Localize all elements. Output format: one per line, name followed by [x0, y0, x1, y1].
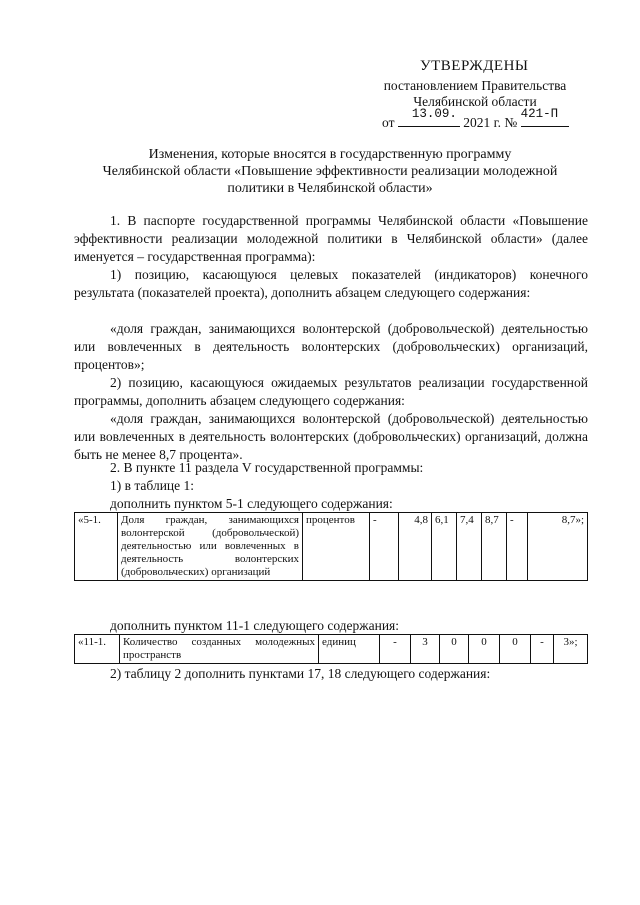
- value-cell: 0: [500, 635, 531, 664]
- value-cell: 7,4: [457, 513, 482, 581]
- approved-by-line: постановлением Правительства: [383, 78, 567, 93]
- title-line: Изменения, которые вносятся в государственную программу: [148, 147, 512, 162]
- paragraph-quote-2: «доля граждан, занимающихся волонтерской (добровольческой) деятельностью или вовлеченных в деятельность волонтерских (добровольческих) организаций, должна быть не менее 8,7 процента».: [74, 411, 588, 462]
- paragraph-quote-1: «доля граждан, занимающихся волонтерской (добровольческой) деятельностью или вовлеченных в деятельность волонтерских (добровольческих) организаций, процентов»;: [74, 321, 588, 372]
- title-line: Челябинской области «Повышение эффективности реализации молодежной: [102, 164, 558, 179]
- from-label: от: [382, 115, 395, 130]
- table-row: [75, 635, 588, 664]
- approved-heading: УТВЕРЖДЕНЫ: [420, 58, 529, 74]
- paragraph-1-1: 1) позицию, касающуюся целевых показателей (индикаторов) конечного результата (показателей проекта), дополнить абзацем следующего содержания:: [74, 267, 588, 300]
- value-cell: -: [370, 513, 399, 581]
- approved-region-line: Челябинской области: [413, 94, 537, 109]
- title-line: политики в Челябинской области»: [227, 181, 433, 196]
- item-number-cell: «5-1.: [75, 513, 118, 581]
- item-name-cell: Доля граждан, занимающихся волонтерской (добровольческой) деятельностью или вовлеченных в деятельность волонтерских (добровольческих) организаций: [118, 513, 303, 581]
- date-field: [398, 107, 460, 127]
- number-field: [520, 107, 569, 127]
- value-cell: 0: [440, 635, 469, 664]
- paragraph-1: 1. В паспорте государственной программы Челябинской области «Повышение эффективности реализации молодежной политики в Челябинской области» (далее именуется – государственная программа):: [74, 213, 588, 264]
- paragraph-2-1: 1) в таблице 1:: [110, 478, 195, 493]
- document-title: [70, 146, 590, 197]
- value-cell: 6,1: [432, 513, 457, 581]
- decree-number: 421-П: [520, 107, 559, 121]
- value-cell: -: [507, 513, 528, 581]
- paragraph-2-2: 2) таблицу 2 дополнить пунктами 17, 18 следующего содержания:: [110, 666, 491, 681]
- paragraph-2: 2. В пункте 11 раздела V государственной программы:: [110, 460, 424, 475]
- decree-date-line: [382, 107, 569, 131]
- paragraph-add-5-1: дополнить пунктом 5-1 следующего содержания:: [110, 496, 393, 511]
- table-row: [75, 513, 588, 581]
- paragraph-1-2: 2) позицию, касающуюся ожидаемых результатов реализации государственной программы, дополнить абзацем следующего содержания:: [74, 375, 588, 408]
- value-cell: 8,7»;: [528, 513, 588, 581]
- value-cell: 3: [411, 635, 440, 664]
- value-cell: 0: [469, 635, 500, 664]
- item-name-cell: Количество созданных молодежных пространств: [120, 635, 319, 664]
- value-cell: -: [531, 635, 554, 664]
- value-cell: 3»;: [554, 635, 588, 664]
- table-item-11-1: [74, 634, 588, 664]
- table-item-5-1: [74, 512, 588, 581]
- date-value: 13.09.: [411, 107, 457, 121]
- year-number-label: 2021 г. №: [463, 115, 518, 130]
- value-cell: 8,7: [482, 513, 507, 581]
- unit-cell: единиц: [319, 635, 380, 664]
- unit-cell: процентов: [303, 513, 370, 581]
- value-cell: 4,8: [399, 513, 432, 581]
- paragraph-add-11-1: дополнить пунктом 11-1 следующего содержания:: [110, 618, 400, 633]
- item-number-cell: «11-1.: [75, 635, 120, 664]
- value-cell: -: [380, 635, 411, 664]
